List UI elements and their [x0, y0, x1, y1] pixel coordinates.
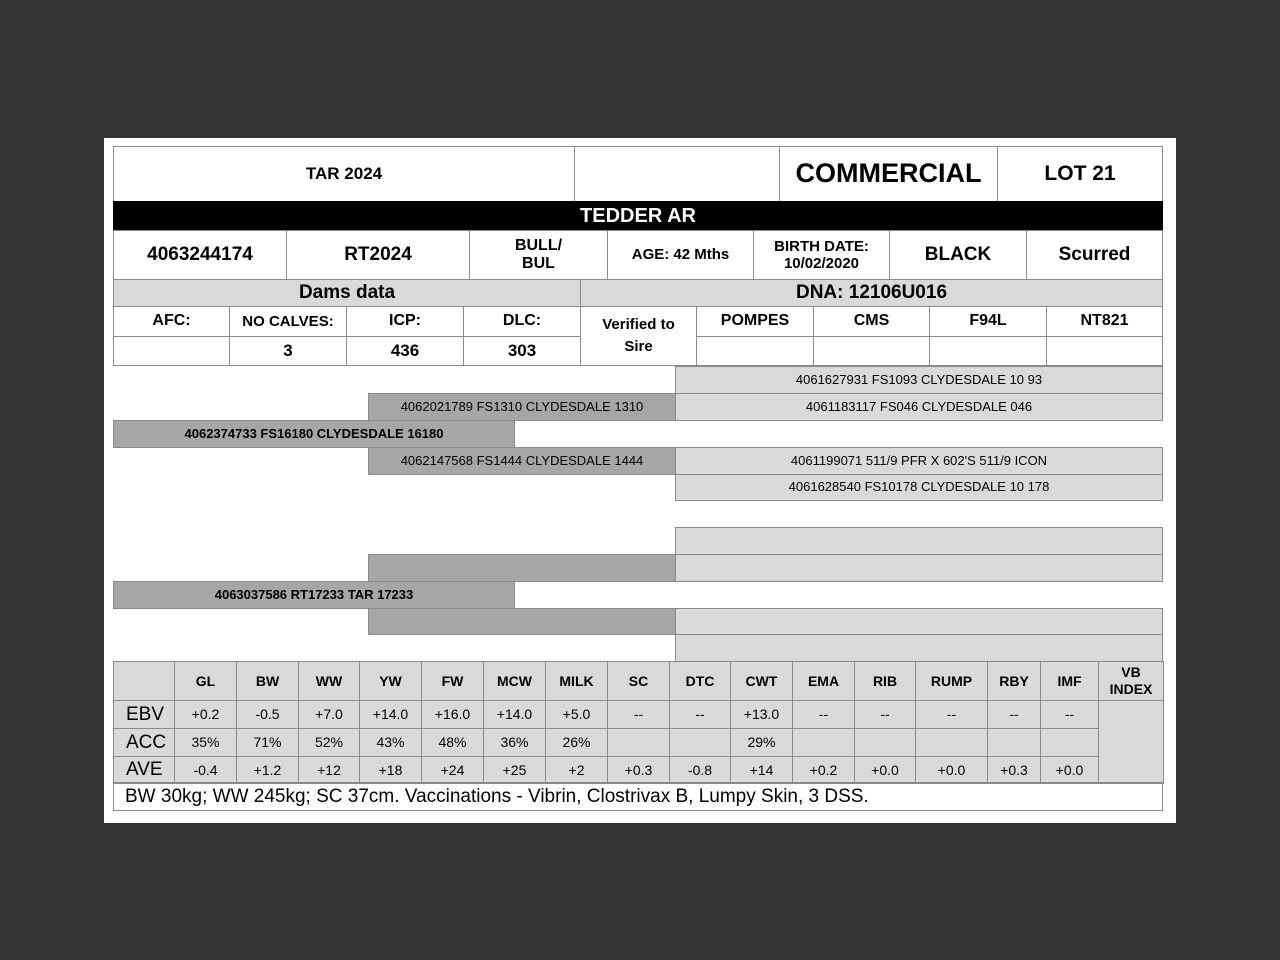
ebv-cell-ebv-sc: --	[607, 700, 670, 729]
ebv-cell-ebv-rump: --	[915, 700, 988, 729]
pedigree-sire: 4062374733 FS16180 CLYDESDALE 16180	[113, 420, 515, 448]
birth-date: BIRTH DATE: 10/02/2020	[753, 230, 890, 280]
ebv-row-label-ebv: EBV	[113, 700, 175, 729]
ebv-cell-ebv-cwt: +13.0	[730, 700, 793, 729]
dams-header-afc: AFC:	[113, 306, 230, 337]
ebv-cell-acc-gl: 35%	[174, 728, 237, 757]
dna-title: DNA: 12106U016	[580, 279, 1163, 307]
ebv-cell-ave-imf: +0.0	[1040, 756, 1099, 784]
ebv-cell-ebv-ww: +7.0	[298, 700, 360, 729]
notes-row: BW 30kg; WW 245kg; SC 37cm. Vaccinations - Vibrin, Clostrivax B, Lumpy Skin, 3 DSS.	[113, 782, 1163, 811]
ebv-cell-ave-ema: +0.2	[792, 756, 855, 784]
pedigree-sire-sire-sire: 4061627931 FS1093 CLYDESDALE 10 93	[675, 366, 1163, 394]
ebv-cell-acc-rump	[915, 728, 988, 757]
pedigree-dam-dam	[368, 608, 676, 635]
sale-name: TAR 2024	[113, 146, 575, 202]
dna-result-f94l	[929, 336, 1047, 366]
ebv-cell-acc-ema	[792, 728, 855, 757]
animal-age: AGE: 42 Mths	[607, 230, 754, 280]
animal-colour: BLACK	[889, 230, 1027, 280]
ebv-header-dtc: DTC	[669, 661, 731, 701]
ebv-header-cwt: CWT	[730, 661, 793, 701]
ebv-header-ww: WW	[298, 661, 360, 701]
ebv-cell-ave-rump: +0.0	[915, 756, 988, 784]
ebv-header-rump: RUMP	[915, 661, 988, 701]
ebv-header-imf: IMF	[1040, 661, 1099, 701]
ebv-cell-ebv-rby: --	[987, 700, 1041, 729]
ebv-cell-ebv-fw: +16.0	[421, 700, 484, 729]
lot-number: LOT 21	[997, 146, 1163, 202]
ebv-header-fw: FW	[421, 661, 484, 701]
pedigree-dam: 4063037586 RT17233 TAR 17233	[113, 581, 515, 609]
ebv-cell-acc-imf	[1040, 728, 1099, 757]
pedigree-sire-sire-dam: 4061183117 FS046 CLYDESDALE 046	[675, 393, 1163, 421]
ebv-cell-ave-sc: +0.3	[607, 756, 670, 784]
ebv-cell-ave-ww: +12	[298, 756, 360, 784]
category-label: COMMERCIAL	[779, 146, 998, 202]
ebv-cell-ave-rby: +0.3	[987, 756, 1041, 784]
dna-test-f94l: F94L	[929, 306, 1047, 337]
dams-value-icp: 436	[346, 336, 464, 366]
pedigree-dam-dam-dam	[675, 634, 1163, 662]
vb-index-value	[1098, 700, 1164, 784]
dams-header-no-calves: NO CALVES:	[229, 306, 347, 337]
lot-card	[104, 138, 1176, 823]
animal-name: TEDDER AR	[113, 201, 1163, 231]
ebv-header-milk: MILK	[545, 661, 608, 701]
pedigree-dam-sire-sire	[675, 527, 1163, 555]
ebv-cell-ave-dtc: -0.8	[669, 756, 731, 784]
ebv-header-yw: YW	[359, 661, 422, 701]
ebv-cell-acc-rby	[987, 728, 1041, 757]
animal-id: 4063244174	[113, 230, 287, 280]
pedigree-sire-sire: 4062021789 FS1310 CLYDESDALE 1310	[368, 393, 676, 421]
ebv-header-mcw: MCW	[483, 661, 546, 701]
ebv-cell-ebv-mcw: +14.0	[483, 700, 546, 729]
animal-sex: BULL/ BUL	[469, 230, 608, 280]
dna-result-pompes	[696, 336, 814, 366]
ebv-cell-ebv-rib: --	[854, 700, 916, 729]
pedigree-dam-dam-sire	[675, 608, 1163, 635]
ebv-header-corner	[113, 661, 175, 701]
ebv-cell-ebv-yw: +14.0	[359, 700, 422, 729]
dna-test-cms: CMS	[813, 306, 930, 337]
ebv-cell-acc-rib	[854, 728, 916, 757]
ebv-cell-acc-sc	[607, 728, 670, 757]
animal-tattoo: RT2024	[286, 230, 470, 280]
ebv-cell-acc-milk: 26%	[545, 728, 608, 757]
ebv-cell-acc-ww: 52%	[298, 728, 360, 757]
ebv-header-sc: SC	[607, 661, 670, 701]
dams-header-dlc: DLC:	[463, 306, 581, 337]
poll-status: Scurred	[1026, 230, 1163, 280]
ebv-cell-ave-cwt: +14	[730, 756, 793, 784]
dams-value-dlc: 303	[463, 336, 581, 366]
ebv-cell-ebv-ema: --	[792, 700, 855, 729]
dams-value-no-calves: 3	[229, 336, 347, 366]
ebv-cell-acc-cwt: 29%	[730, 728, 793, 757]
dams-header-icp: ICP:	[346, 306, 464, 337]
pedigree-dam-sire-dam	[675, 554, 1163, 582]
ebv-row-label-ave: AVE	[113, 756, 175, 784]
ebv-cell-ave-fw: +24	[421, 756, 484, 784]
ebv-header-ema: EMA	[792, 661, 855, 701]
pedigree-dam-sire	[368, 554, 676, 582]
dams-data-title: Dams data	[113, 279, 581, 307]
dna-test-nt821: NT821	[1046, 306, 1163, 337]
ebv-cell-ave-rib: +0.0	[854, 756, 916, 784]
ebv-cell-ave-milk: +2	[545, 756, 608, 784]
ebv-cell-ave-gl: -0.4	[174, 756, 237, 784]
pedigree-sire-dam-sire: 4061199071 511/9 PFR X 602'S 511/9 ICON	[675, 447, 1163, 475]
verified-to-sire: Verified to Sire	[580, 306, 697, 366]
ebv-cell-ebv-bw: -0.5	[236, 700, 299, 729]
dna-result-cms	[813, 336, 930, 366]
dna-test-pompes: POMPES	[696, 306, 814, 337]
ebv-cell-ebv-dtc: --	[669, 700, 731, 729]
header-blank-cell	[574, 146, 780, 202]
ebv-cell-ave-yw: +18	[359, 756, 422, 784]
dams-value-afc	[113, 336, 230, 366]
ebv-header-gl: GL	[174, 661, 237, 701]
ebv-cell-ebv-gl: +0.2	[174, 700, 237, 729]
ebv-cell-ebv-imf: --	[1040, 700, 1099, 729]
ebv-cell-acc-dtc	[669, 728, 731, 757]
ebv-cell-acc-yw: 43%	[359, 728, 422, 757]
pedigree-sire-dam-dam: 4061628540 FS10178 CLYDESDALE 10 178	[675, 474, 1163, 501]
ebv-row-label-acc: ACC	[113, 728, 175, 757]
ebv-cell-ave-mcw: +25	[483, 756, 546, 784]
ebv-cell-ave-bw: +1.2	[236, 756, 299, 784]
ebv-cell-acc-bw: 71%	[236, 728, 299, 757]
ebv-cell-ebv-milk: +5.0	[545, 700, 608, 729]
ebv-header-rib: RIB	[854, 661, 916, 701]
ebv-header-vb-index: VB INDEX	[1098, 661, 1164, 701]
ebv-cell-acc-mcw: 36%	[483, 728, 546, 757]
ebv-cell-acc-fw: 48%	[421, 728, 484, 757]
pedigree-sire-dam: 4062147568 FS1444 CLYDESDALE 1444	[368, 447, 676, 475]
ebv-header-bw: BW	[236, 661, 299, 701]
ebv-header-rby: RBY	[987, 661, 1041, 701]
dna-result-nt821	[1046, 336, 1163, 366]
